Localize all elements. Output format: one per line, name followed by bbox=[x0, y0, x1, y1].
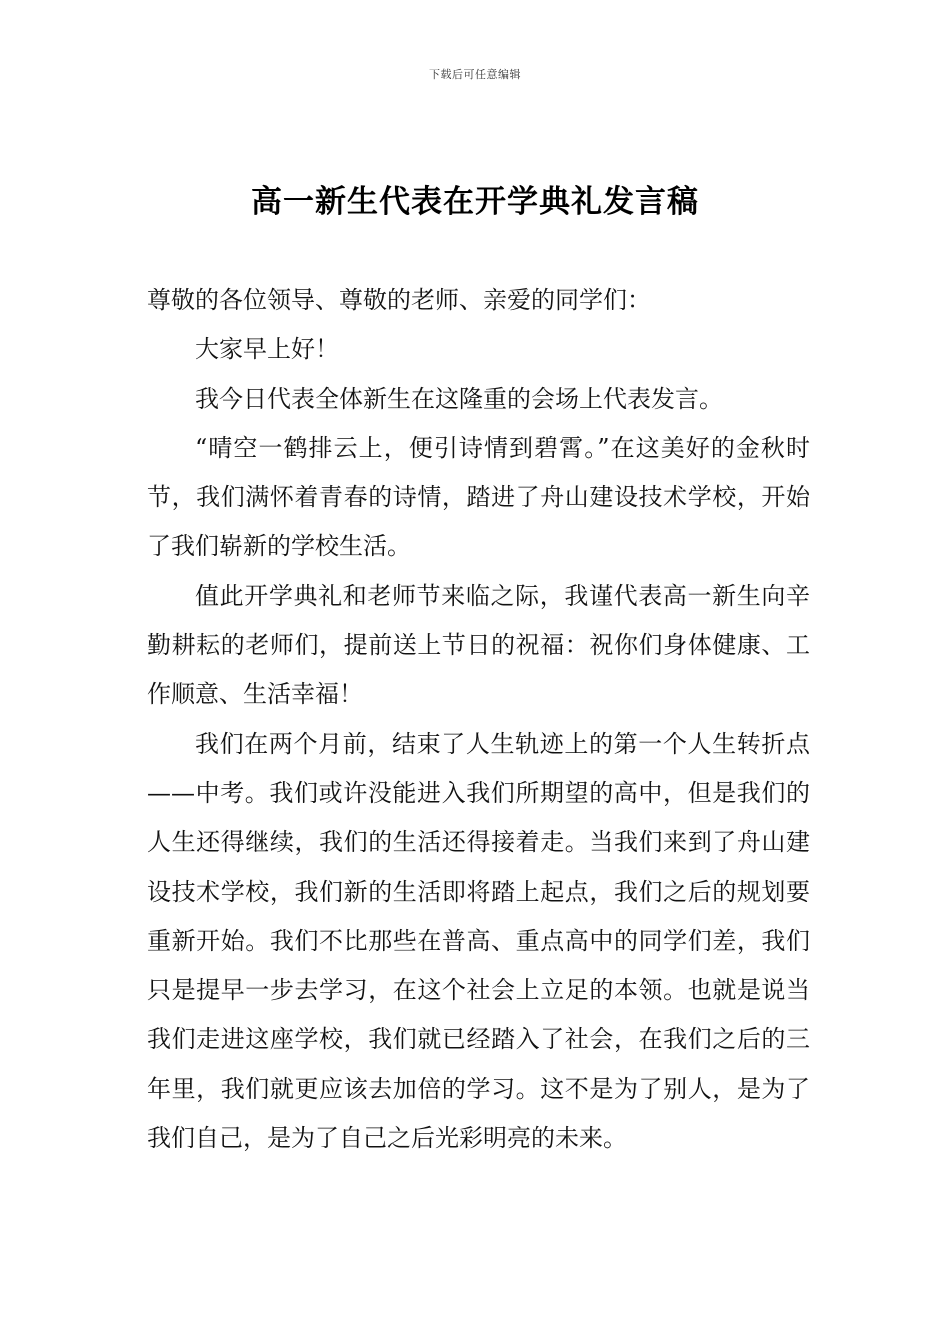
paragraph-greeting: 大家早上好！ bbox=[195, 335, 339, 364]
paragraph-poem: “晴空一鹤排云上，便引诗情到碧霄。”在这美好的金秋时节，我们满怀着青春的诗情，踏进了舟山建设技术学校，开始了我们崭新的学校生活。 bbox=[147, 433, 810, 561]
salutation: 尊敬的各位领导、尊敬的老师、亲爱的同学们： bbox=[147, 286, 651, 314]
paragraph-intro: 我今日代表全体新生在这隆重的会场上代表发言。 bbox=[195, 384, 723, 413]
paragraph-reflection: 我们在两个月前，结束了人生轨迹上的第一个人生转折点——中考。我们或许没能进入我们所期望的高中，但是我们的人生还得继续，我们的生活还得接着走。当我们来到了舟山建设技术学校，我们新的生活即将踏上起点，我们之后的规划要重新开始。我们不比那些在普高、重点高中的同学们差，我们只是提早一步去学习，在这个社会上立足的本领。也就是说当我们走进这座学校，我们就已经踏入了社会，在我们之后的三年里，我们就更应该去加倍的学习。这不是为了别人，是为了我们自己，是为了自己之后光彩明亮的未来。 bbox=[147, 729, 810, 1153]
document-body bbox=[147, 276, 810, 1163]
page-header-note: 下载后可任意编辑 bbox=[429, 68, 521, 81]
document-title: 高一新生代表在开学典礼发言稿 bbox=[251, 184, 699, 220]
paragraph-blessing: 值此开学典礼和老师节来临之际，我谨代表高一新生向辛勤耕耘的老师们，提前送上节日的祝福：祝你们身体健康、工作顺意、生活幸福！ bbox=[147, 581, 810, 709]
